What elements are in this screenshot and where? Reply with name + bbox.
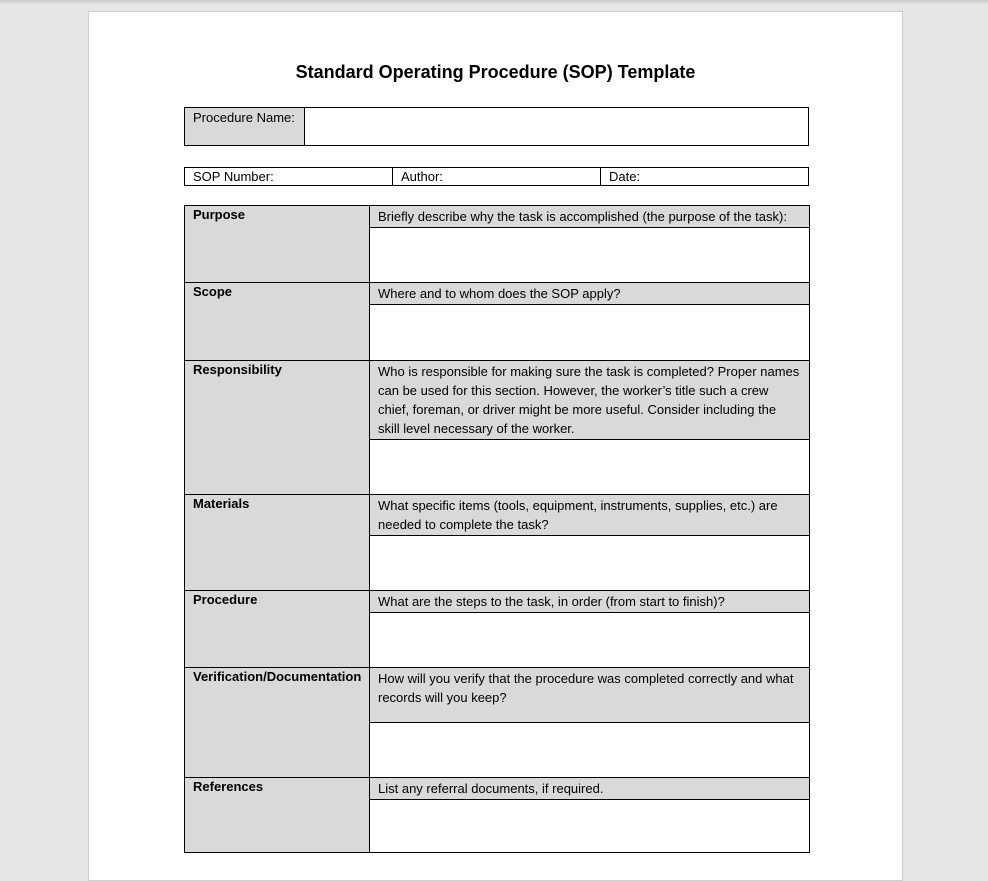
section-answer-field[interactable]	[370, 440, 810, 495]
author-field[interactable]: Author:	[392, 168, 600, 185]
section-prompt: How will you verify that the procedure was completed correctly and what records will you keep?	[370, 668, 810, 723]
sop-meta-table	[184, 167, 809, 186]
section-answer-field[interactable]	[370, 800, 810, 853]
section-row-purpose	[185, 206, 810, 228]
section-answer-field[interactable]	[370, 305, 810, 361]
procedure-name-table	[184, 107, 809, 146]
section-label: Scope	[185, 283, 370, 361]
document-page	[88, 11, 903, 881]
sop-number-field[interactable]: SOP Number:	[193, 169, 274, 184]
section-answer-field[interactable]	[370, 613, 810, 668]
procedure-name-label: Procedure Name:	[185, 108, 305, 145]
section-prompt: What are the steps to the task, in order (from start to finish)?	[370, 591, 810, 613]
sop-sections-table	[184, 205, 810, 853]
section-answer-field[interactable]	[370, 536, 810, 591]
section-row-materials	[185, 495, 810, 536]
section-label: Materials	[185, 495, 370, 591]
section-row-verification	[185, 668, 810, 723]
window-top-edge	[0, 0, 988, 4]
section-row-references	[185, 778, 810, 800]
section-label: References	[185, 778, 370, 853]
section-row-scope	[185, 283, 810, 305]
section-row-procedure	[185, 591, 810, 613]
section-prompt: Who is responsible for making sure the task is completed? Proper names can be used for this section. However, the worker’s title such a crew chief, foreman, or driver might be more useful. Consider including the skill level necessary of the worker.	[370, 361, 810, 440]
section-answer-field[interactable]	[370, 228, 810, 283]
section-label: Procedure	[185, 591, 370, 668]
procedure-name-field[interactable]	[305, 108, 808, 145]
section-prompt: List any referral documents, if required.	[370, 778, 810, 800]
document-title: Standard Operating Procedure (SOP) Template	[295, 62, 696, 82]
section-label: Responsibility	[185, 361, 370, 495]
section-label: Purpose	[185, 206, 370, 283]
section-label: Verification/Documentation	[185, 668, 370, 778]
section-prompt: Where and to whom does the SOP apply?	[370, 283, 810, 305]
section-answer-field[interactable]	[370, 723, 810, 778]
date-field[interactable]: Date:	[600, 168, 808, 185]
section-prompt: What specific items (tools, equipment, instruments, supplies, etc.) are needed to complete the task?	[370, 495, 810, 536]
section-prompt: Briefly describe why the task is accomplished (the purpose of the task):	[370, 206, 810, 228]
section-row-responsibility	[185, 361, 810, 440]
